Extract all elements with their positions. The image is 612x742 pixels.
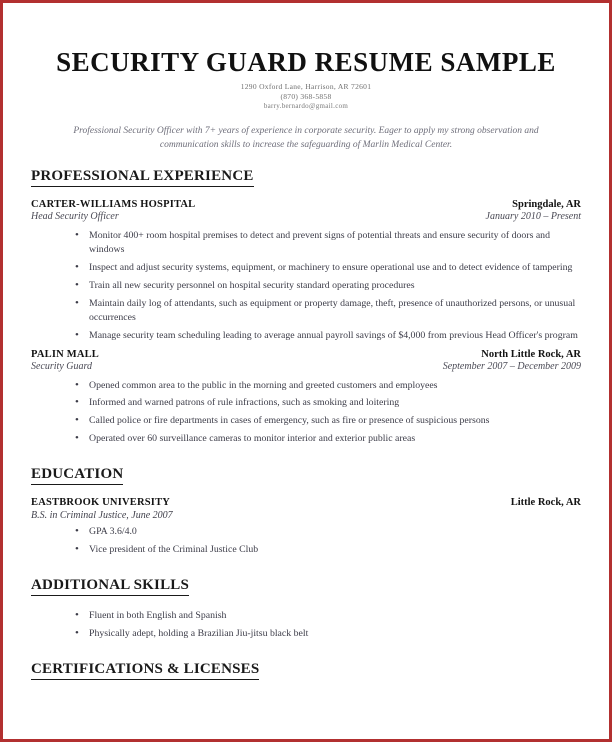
job-company: CARTER-WILLIAMS HOSPITAL (31, 199, 196, 211)
job-header-0 (31, 199, 581, 210)
contact-address: 1290 Oxford Lane, Harrison, AR 72601 (240, 82, 372, 91)
list-item: • Informed and warned patrons of rule infractions, such as smoking and loitering (89, 396, 581, 410)
job-company: PALIN MALL (31, 348, 100, 360)
contact-phone: (870) 368-5858 (280, 92, 332, 102)
list-item: • Operated over 60 surveillance cameras to monitor interior and exterior public areas (89, 432, 581, 446)
list-item: • Maintain daily log of attendants, such as equipment or property damage, theft, presence of unauthorized persons, or unusual occurrences (89, 297, 581, 325)
resume-sheet (31, 25, 581, 739)
job-location: North Little Rock, AR (481, 348, 581, 360)
education-header (31, 497, 581, 508)
job-location: Springdale, AR (512, 199, 581, 211)
section-heading-skills: ADDITIONAL SKILLS (31, 577, 189, 596)
list-item: • GPA 3.6/4.0 (89, 525, 581, 539)
list-item: • Train all new security personnel on hospital security standard operating procedures (89, 279, 581, 293)
professional-summary: Professional Security Officer with 7+ years of experience in corporate security. Eager to apply my strong observation and communication skills to increase the safeguarding of Marlin Medical Center. (73, 125, 539, 150)
job-title: Security Guard (31, 360, 93, 372)
contact-email: barry.bernardo@gmail.com (263, 102, 349, 111)
list-item: • Opened common area to the public in the morning and greeted customers and employees (89, 379, 581, 393)
education-bullets (31, 525, 581, 557)
list-item: • Called police or fire departments in cases of emergency, such as fire or presence of suspicious persons (89, 414, 581, 428)
list-item: • Vice president of the Criminal Justice Club (89, 543, 581, 557)
job-bullets-1 (31, 379, 581, 447)
list-item: • Monitor 400+ room hospital premises to detect and prevent signs of potential threats and ensure security of doors and windows (89, 229, 581, 257)
list-item: • Manage security team scheduling leading to average annual payroll savings of $4,000 from previous Head Officer's program (89, 329, 581, 343)
job-dates: September 2007 – December 2009 (442, 360, 581, 372)
page-title: SECURITY GUARD RESUME SAMPLE (56, 47, 556, 77)
list-item: • Inspect and adjust security systems, equipment, or machinery to ensure operational use and to detect evidence of tampering (89, 261, 581, 275)
school-location: Little Rock, AR (510, 497, 581, 509)
list-item: • Physically adept, holding a Brazilian Jiu-jitsu black belt (89, 627, 581, 641)
job-subheader-0 (31, 211, 581, 222)
section-heading-experience: PROFESSIONAL EXPERIENCE (31, 168, 254, 187)
skills-bullets (31, 609, 581, 641)
job-header-1 (31, 349, 581, 360)
job-bullets-0 (31, 229, 581, 342)
degree-line: B.S. in Criminal Justice, June 2007 (31, 510, 173, 522)
school-name: EASTBROOK UNIVERSITY (31, 497, 171, 509)
section-heading-certifications: CERTIFICATIONS & LICENSES (31, 661, 259, 680)
section-heading-education: EDUCATION (31, 466, 123, 485)
job-subheader-1 (31, 361, 581, 372)
job-dates: January 2010 – Present (485, 211, 581, 223)
job-title: Head Security Officer (31, 211, 119, 223)
list-item: • Fluent in both English and Spanish (89, 609, 581, 623)
